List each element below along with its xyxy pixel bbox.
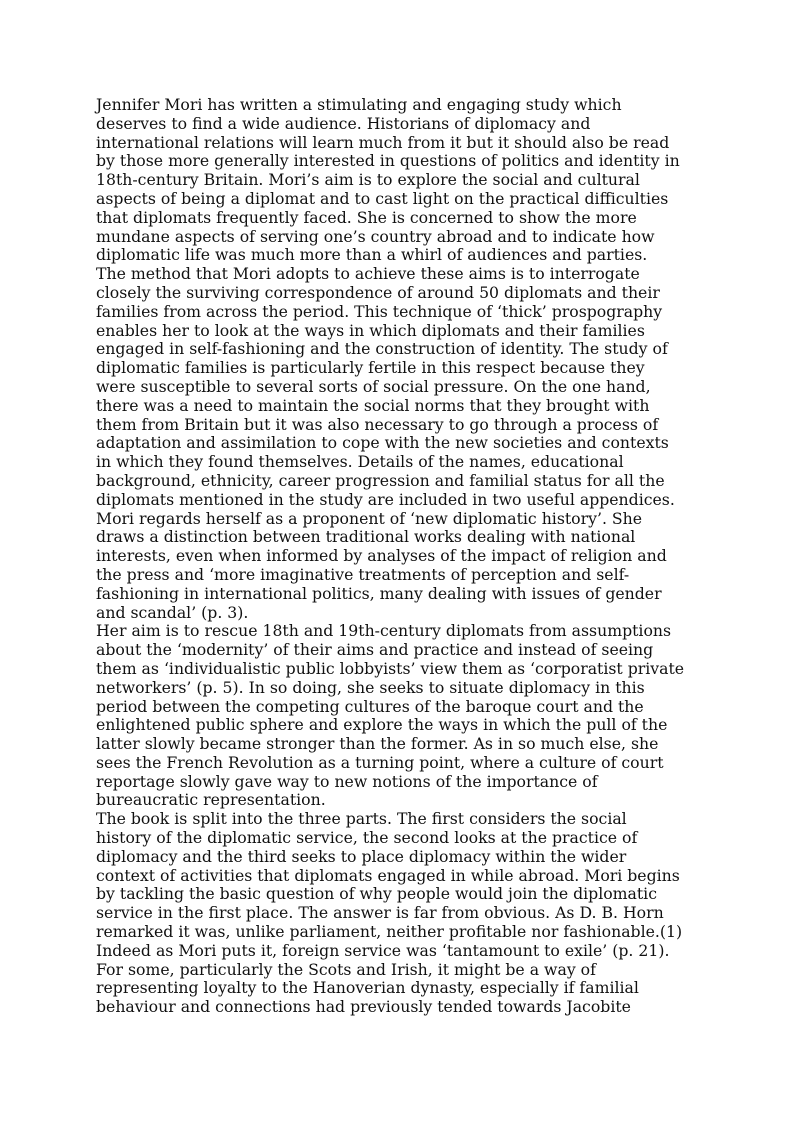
text-line: sees the French Revolution as a turning point, where a culture of court [96,752,664,772]
text-line: Mori regards herself as a proponent of ‘new diplomatic history’. She [96,508,643,528]
text-line: history of the diplomatic service, the second looks at the practice of [96,828,638,848]
text-line: the press and ‘more imaginative treatments of perception and self- [96,564,630,584]
text-line: families from across the period. This technique of ‘thick’ prospography [96,301,663,321]
text-line: by tackling the basic question of why people would join the diplomatic [96,884,657,904]
text-line: The book is split into the three parts. The first considers the social [96,809,627,829]
text-line: The method that Mori adopts to achieve these aims is to interrogate [96,264,640,284]
text-line: service in the first place. The answer is far from obvious. As D. B. Horn [96,903,664,923]
text-line: background, ethnicity, career progression and familial status for all the [96,470,665,490]
text-line: mundane aspects of serving one’s country abroad and to indicate how [96,226,655,246]
text-line: them from Britain but it was also necessary to go through a process of [96,414,659,434]
text-line: Jennifer Mori has written a stimulating and engaging study which [96,95,622,114]
text-line: context of activities that diplomats engaged in while abroad. Mori begins [96,865,680,885]
text-line: reportage slowly gave way to new notions of the importance of [96,771,598,791]
text-line: that diplomats frequently faced. She is concerned to show the more [96,207,637,227]
text-line: by those more generally interested in questions of politics and identity in [96,151,680,171]
text-line: enlightened public sphere and explore the ways in which the pull of the [96,715,668,735]
text-line: diplomatic life was much more than a whirl of audiences and parties. [96,245,648,265]
text-line: diplomacy and the third seeks to place diplomacy within the wider [96,846,627,866]
text-line: diplomatic families is particularly fertile in this respect because they [96,358,645,378]
paragraph-1 [96,96,716,622]
text-line: bureaucratic representation. [96,790,326,810]
text-line: international relations will learn much from it but it should also be read [96,132,670,152]
paragraph-2 [96,622,716,810]
text-line: adaptation and assimilation to cope with the new societies and contexts [96,433,669,453]
text-line: behaviour and connections had previously tended towards Jacobite [96,997,631,1017]
text-line: remarked it was, unlike parliament, neither profitable nor fashionable.(1) [96,922,683,942]
text-line: deserves to find a wide audience. Historians of diplomacy and [96,113,591,133]
text-line: latter slowly became stronger than the former. As in so much else, she [96,734,659,754]
text-line: and scandal’ (p. 3). [96,602,249,622]
text-line: there was a need to maintain the social norms that they brought with [96,395,650,415]
text-line: aspects of being a diplomat and to cast light on the practical difficulties [96,188,669,208]
text-line: For some, particularly the Scots and Irish, it might be a way of [96,959,596,979]
paragraph-3 [96,810,716,1017]
text-line: fashioning in international politics, many dealing with issues of gender [96,583,662,603]
text-line: were susceptible to several sorts of social pressure. On the one hand, [96,376,651,396]
text-line: in which they found themselves. Details of the names, educational [96,452,624,472]
text-line: diplomats mentioned in the study are included in two useful appendices. [96,489,675,509]
document-page [96,96,716,1017]
text-line: 18th-century Britain. Mori’s aim is to explore the social and cultural [96,170,640,190]
text-line: draws a distinction between traditional works dealing with national [96,527,636,547]
text-line: interests, even when informed by analyses of the impact of religion and [96,546,667,566]
text-line: them as ‘individualistic public lobbyists’ view them as ‘corporatist private [96,658,685,678]
text-line: Indeed as Mori puts it, foreign service was ‘tantamount to exile’ (p. 21). [96,940,670,960]
text-line: engaged in self-fashioning and the construction of identity. The study of [96,339,668,359]
text-line: about the ‘modernity’ of their aims and practice and instead of seeing [96,640,654,660]
text-line: Her aim is to rescue 18th and 19th-century diplomats from assumptions [96,621,672,641]
text-line: representing loyalty to the Hanoverian dynasty, especially if familial [96,978,639,998]
text-line: closely the surviving correspondence of around 50 diplomats and their [96,282,660,302]
text-line: networkers’ (p. 5). In so doing, she seeks to situate diplomacy in this [96,677,645,697]
text-line: period between the competing cultures of the baroque court and the [96,696,644,716]
text-line: enables her to look at the ways in which diplomats and their families [96,320,645,340]
